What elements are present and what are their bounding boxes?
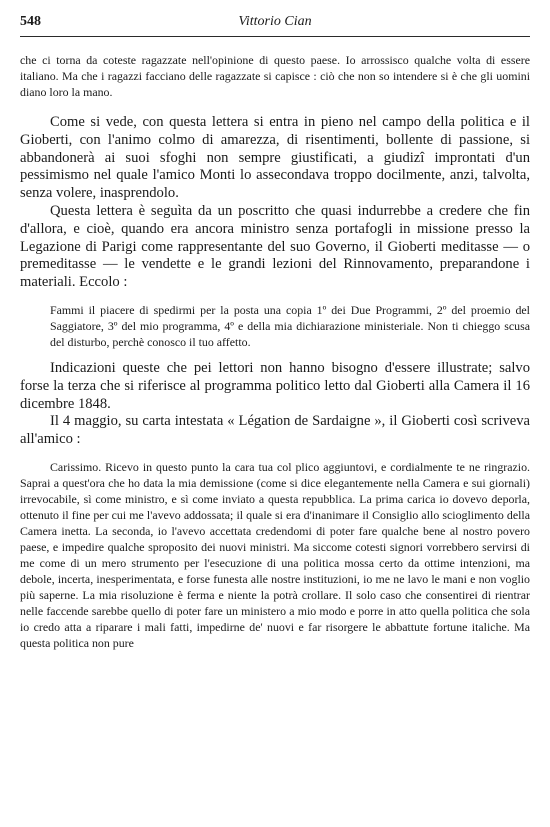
commentary-paragraph: Indicazioni queste che pei lettori non hanno bisogno d'essere illustrate; salvo forse la terza che si riferisce al programma politico letto dal Gioberti alla Camera il 16 dicembre 1848. <box>20 359 530 412</box>
running-title: Vittorio Cian <box>238 14 312 29</box>
page-body <box>20 52 530 651</box>
letter-quote: Carissimo. Ricevo in questo punto la cara tua col plico aggiuntovi, e cordialmente te ne ringrazio. Saprai a quest'ora che ho data la mia demissione (come si dice elegantemente nella Camera e sui giornali) irrevocabile, sì come ministro, e sì come inviato a questa repubblica. La prima carica io dovevo deporla, ottenuto il fine per cui me l'avevo addossata; il quale si era d'inanimare il Consiglio allo scioglimento della Camera inetta. La seconda, io l'avevo accettata credendomi di poter fare qualche bene al nostro povero paese, e impedire qualche sproposito dei nuovi ministri. Ma siccome cotesti signori vorrebbero servirsi di me come di un mero strumento per l'esecuzione di una politica mossa certo da ottime intenzioni, ma debole, incerta, inesperimentata, e forse funesta alle nostre instituzioni, io me ne lavo le mani e non voglio più saperne. La mia risoluzione è ferma e niente la potrà crollare. Il solo caso che consentirei di rientrar nelle faccende sarebbe quello di poter fare un ministero a mio modo e porre in atto quella politica che sola io credo atta a riparare i mali fatti, impedirne de' nuovi e far risorgere le abbattute fortune italiche. Ma questa politica non pure <box>20 459 530 650</box>
commentary-paragraph: Questa lettera è seguìta da un poscritto che quasi indurrebbe a credere che fin d'allora, e cioè, quando era ancora ministro senza portafogli in missione presso la Legazione di Parigi come rappresentante del suo Governo, il Gioberti meditasse — o premeditasse — le vendette e le grandi lezioni del Rinnovamento, preparandone i materiali. Eccolo : <box>20 202 530 291</box>
commentary-paragraph: Come si vede, con questa lettera si entra in pieno nel campo della politica e il Gioberti, con l'animo colmo di amarezza, di risentimenti, bollente di passione, si abbandonerà ai suoi sfoghi non sempre giustificati, a giudizî improntati d'un pessimismo nel quale l'amico Monti lo assecondava troppo docilmente, anzi, talvolta, senza volere, inasprendolo. <box>20 114 530 202</box>
commentary-paragraph: Il 4 maggio, su carta intestata « Légation de Sardaigne », il Gioberti così scriveva all'amico : <box>20 413 530 448</box>
letter-continuation: che ci torna da coteste ragazzate nell'opinione di questo paese. Io arrossisco qualche volta di essere italiano. Ma che i ragazzi facciano delle ragazzate si capisce : ciò che non so intendere si è che gli uomini diano loro la mano. <box>20 53 530 99</box>
postscript-quote: Fammi il piacere di spedirmi per la posta una copia 1º dei Due Programmi, 2º del proemio del Saggiatore, 3º del mio programma, 4º e della mia dichiarazione ministeriale. Non ti chieggo scusa del disturbo, perchè conosco il tuo affetto. <box>50 302 530 349</box>
page-header <box>20 10 530 37</box>
page-number: 548 <box>20 14 41 29</box>
